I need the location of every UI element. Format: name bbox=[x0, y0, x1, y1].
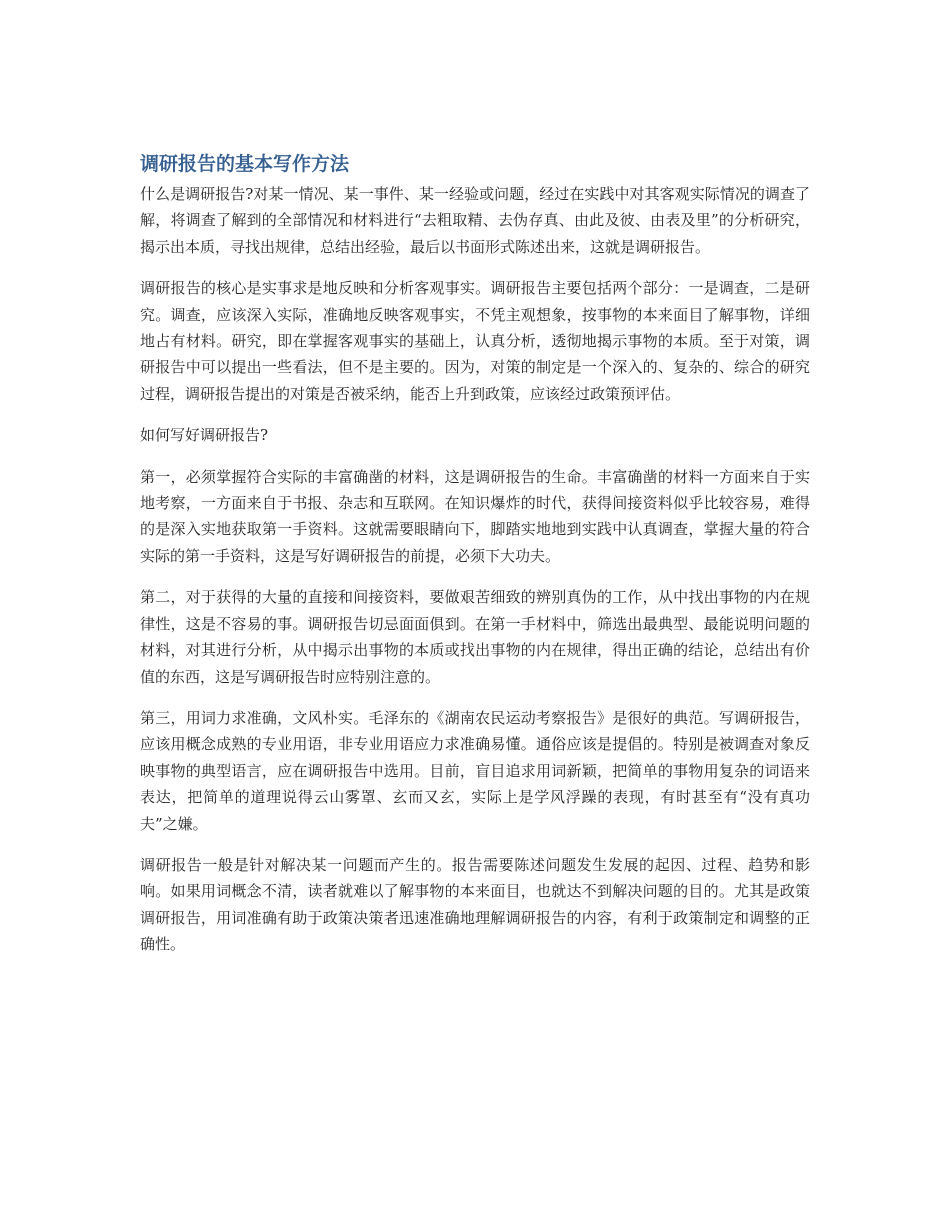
paragraph-question: 如何写好调研报告? bbox=[140, 426, 269, 445]
paragraph-point-one: 第一，必须掌握符合实际的丰富确凿的材料，这是调研报告的生命。丰富确凿的材料一方面来自于实地考察，一方面来自于书报、杂志和互联网。在知识爆炸的时代，获得间接资料似乎比较容易，难得的是深入实地获取第一手资料。这就需要眼睛向下，脚踏实地地到实践中认真调查，掌握大量的符合实际的第一手资料，这是写好调研报告的前提，必须下大功夫。 bbox=[140, 467, 810, 565]
document-page bbox=[140, 150, 810, 958]
document-title: 调研报告的基本写作方法 bbox=[140, 153, 350, 175]
paragraph-conclusion: 调研报告一般是针对解决某一问题而产生的。报告需要陈述问题发生发展的起因、过程、趋势和影响。如果用词概念不清，读者就难以了解事物的本来面目，也就达不到解决问题的目的。尤其是政策调研报告，用词准确有助于政策决策者迅速准确地理解调研报告的内容，有利于政策制定和调整的正确性。 bbox=[140, 855, 810, 954]
paragraph-point-three: 第三，用词力求准确，文风朴实。毛泽东的《湖南农民运动考察报告》是很好的典范。写调研报告，应该用概念成熟的专业用语，非专业用语应力求准确易懂。通俗应该是提倡的。特别是被调查对象反映事物的典型语言，应在调研报告中选用。目前，盲目追求用词新颖，把简单的事物用复杂的词语来表达，把简单的道理说得云山雾罩、玄而又玄，实际上是学风浮躁的表现，有时甚至有“没有真功夫”之嫌。 bbox=[140, 708, 810, 833]
paragraph-core: 调研报告的核心是实事求是地反映和分析客观事实。调研报告主要包括两个部分：一是调查，二是研究。调查，应该深入实际，准确地反映客观事实，不凭主观想象，按事物的本来面目了解事物，详细地占有材料。研究，即在掌握客观事实的基础上，认真分析，透彻地揭示事物的本质。至于对策，调研报告中可以提出一些看法，但不是主要的。因为，对策的制定是一个深入的、复杂的、综合的研究过程，调研报告提出的对策是否被采纳，能否上升到政策，应该经过政策预评估。 bbox=[140, 279, 810, 403]
paragraph-point-two: 第二，对于获得的大量的直接和间接资料，要做艰苦细致的辨别真伪的工作，从中找出事物的内在规律性，这是不容易的事。调研报告切忌面面俱到。在第一手材料中，筛选出最典型、最能说明问题的材料，对其进行分析，从中揭示出事物的本质或找出事物的内在规律，得出正确的结论，总结出有价值的东西，这是写调研报告时应特别注意的。 bbox=[140, 588, 810, 686]
paragraph-definition: 什么是调研报告?对某一情况、某一事件、某一经验或问题，经过在实践中对其客观实际情况的调查了解，将调查了解到的全部情况和材料进行“去粗取精、去伪存真、由此及彼、由表及里”的分析研究，揭示出本质，寻找出规律，总结出经验，最后以书面形式陈述出来，这就是调研报告。 bbox=[140, 185, 810, 256]
